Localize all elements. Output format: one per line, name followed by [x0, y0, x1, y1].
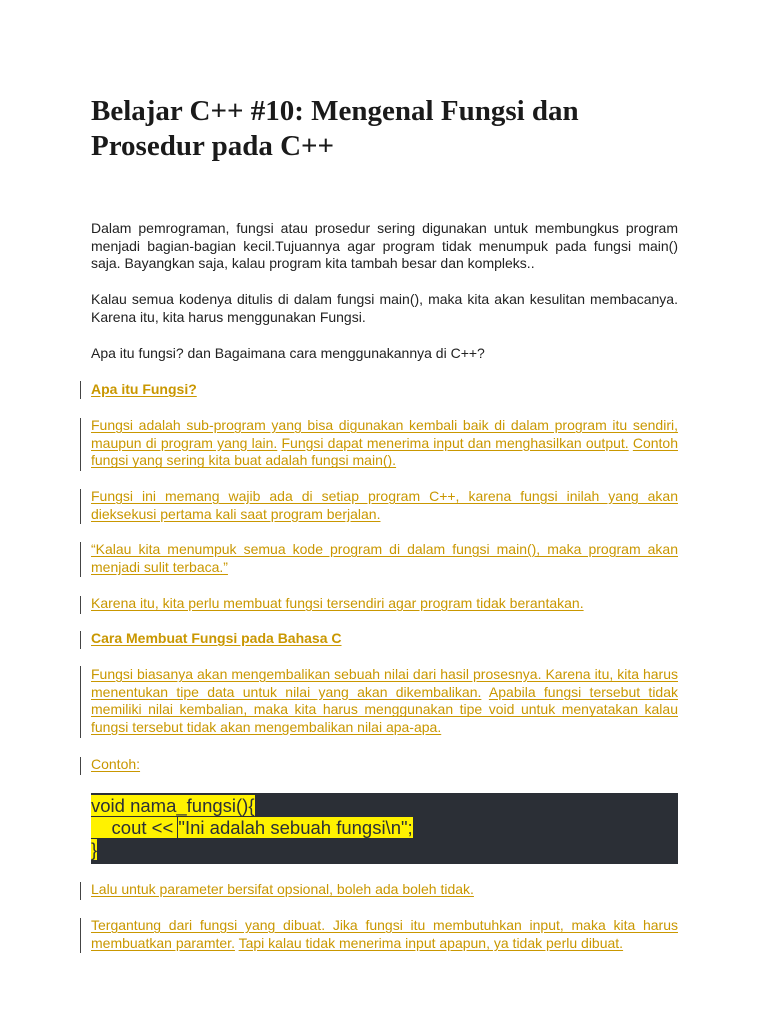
link-text[interactable]: Lalu untuk parameter bersifat opsional, boleh ada boleh tidak.	[91, 881, 474, 897]
section1-paragraph-1	[91, 417, 678, 470]
link-text[interactable]: “Kalau kita menumpuk semua kode program di dalam fungsi main(), maka program akan menjadi sulit terbaca.”	[91, 541, 678, 575]
code-line-3: }	[91, 839, 98, 860]
intro-paragraph-3: Apa itu fungsi? dan Bagaimana cara menggunakannya di C++?	[91, 345, 485, 361]
quote-bar	[80, 757, 81, 775]
link-text[interactable]: Fungsi adalah sub-program yang bisa digunakan kembali baik di dalam program itu sendiri, maupun di program yang lain.	[91, 417, 678, 451]
link-text[interactable]: Contoh fungsi yang sering kita buat adalah fungsi main().	[91, 434, 678, 469]
section2-paragraph-3	[91, 917, 678, 952]
section1-quote	[91, 541, 678, 576]
code-block	[91, 793, 678, 864]
section2-paragraph-2	[91, 881, 678, 899]
quote-bar	[80, 666, 81, 738]
quote-bar	[80, 882, 81, 900]
link-text[interactable]: Fungsi biasanya akan mengembalikan sebuah nilai dari hasil prosesnya. Karena itu, kita harus menentukan tipe data untuk nilai yang akan dikembalikan.	[91, 666, 678, 700]
link-text[interactable]: Fungsi dapat menerima input dan menghasilkan output.	[281, 434, 629, 451]
page-title: Belajar C++ #10: Mengenal Fungsi dan Prosedur pada C++	[91, 95, 579, 162]
intro-paragraph-1: Dalam pemrograman, fungsi atau prosedur sering digunakan untuk membungkus program menjadi bagian-bagian kecil.Tujuannya agar program tidak menumpuk pada fungsi main() saja. Bayangkan saja, kalau program kita tambah besar dan kompleks..	[91, 220, 678, 272]
section1-paragraph-3	[91, 595, 678, 613]
section-heading-apa-itu-fungsi[interactable]: Apa itu Fungsi?	[91, 381, 197, 397]
link-text[interactable]: Contoh:	[91, 756, 141, 772]
quote-bar	[80, 596, 81, 614]
section-heading-cara-membuat-fungsi[interactable]: Cara Membuat Fungsi pada Bahasa C	[91, 630, 342, 646]
intro-paragraph-2: Kalau semua kodenya ditulis di dalam fungsi main(), maka kita akan kesulitan membacanya. Karena itu, kita harus menggunakan Fungsi.	[91, 291, 678, 325]
section2-paragraph-1	[91, 666, 678, 737]
link-text[interactable]: Fungsi ini memang wajib ada di setiap program C++, karena fungsi inilah yang akan dieksekusi pertama kali saat program berjalan.	[91, 488, 678, 522]
quote-bar	[80, 489, 81, 524]
link-text[interactable]: Tergantung dari fungsi yang dibuat. Jika fungsi itu membutuhkan input, maka kita harus membuatkan paramter.	[91, 917, 678, 951]
link-text[interactable]: Apabila fungsi tersebut tidak memiliki nilai kembalian, maka kita harus menggunakan tipe void untuk menyatakan kalau fungsi tersebut tidak akan mengembalikan nilai apa-apa.	[91, 683, 678, 736]
quote-bar	[80, 631, 81, 649]
link-text[interactable]: Tapi kalau tidak menerima input apapun, ya tidak perlu dibuat.	[238, 934, 624, 951]
section1-paragraph-2	[91, 488, 678, 523]
code-line-1: void nama_fungsi(){	[91, 795, 255, 816]
code-line-2: cout << "Ini adalah sebuah fungsi\n";	[91, 817, 413, 838]
quote-bar	[80, 381, 81, 399]
contoh-label	[91, 756, 678, 774]
quote-bar	[80, 918, 81, 953]
link-text[interactable]: Karena itu, kita perlu membuat fungsi tersendiri agar program tidak berantakan.	[91, 595, 584, 611]
quote-bar	[80, 418, 81, 471]
quote-bar	[80, 542, 81, 577]
